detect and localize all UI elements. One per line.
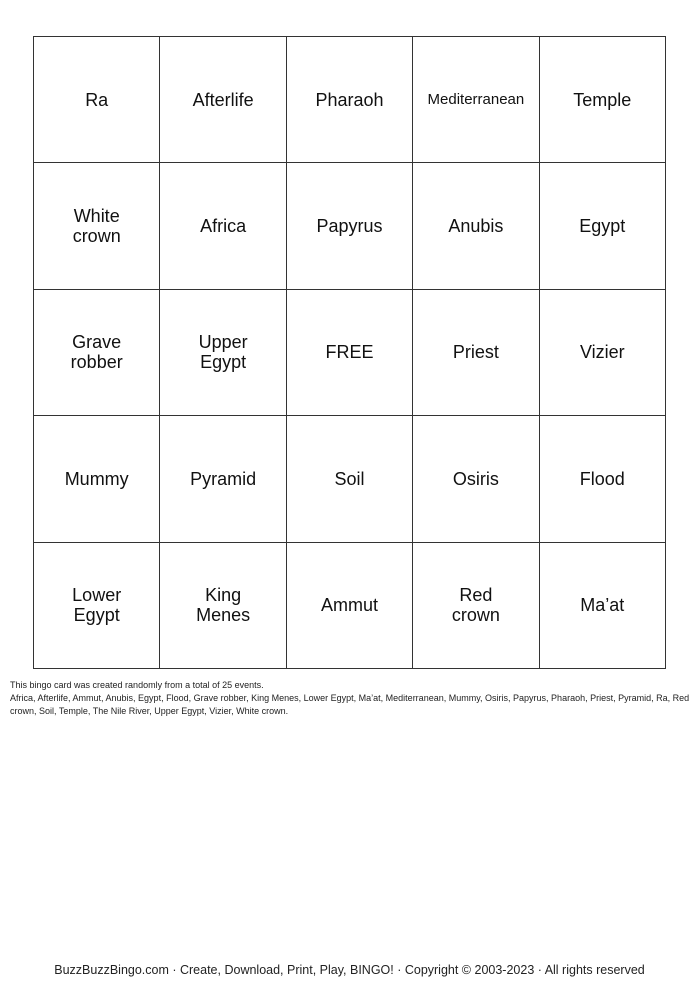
- bingo-cell: Ammut: [287, 543, 413, 669]
- bingo-cell: Soil: [287, 416, 413, 542]
- free-space-cell: FREE: [287, 290, 413, 416]
- footer-copyright: BuzzBuzzBingo.com · Create, Download, Print, Play, BINGO! · Copyright © 2003-2023 · All rights reserved: [54, 963, 645, 977]
- event-list: Africa, Afterlife, Ammut, Anubis, Egypt, Flood, Grave robber, King Menes, Lower Egypt, Ma’at, Mediterranean, Mummy, Osiris, Papyrus, Pharaoh, Priest, Pyramid, Ra, Red crown, Soil, Temple, The Nile River, Upper Egypt, Vizier, White crown.: [10, 693, 690, 716]
- bingo-cell: Anubis: [413, 163, 539, 289]
- bingo-cell: Pyramid: [160, 416, 286, 542]
- bingo-cell: Grave robber: [34, 290, 160, 416]
- bingo-cell: Priest: [413, 290, 539, 416]
- bingo-cell: Mediterranean: [413, 37, 539, 163]
- bingo-cell: Pharaoh: [287, 37, 413, 163]
- bingo-cell: Upper Egypt: [160, 290, 286, 416]
- bingo-cell: Egypt: [540, 163, 666, 289]
- generation-note: This bingo card was created randomly from a total of 25 events.: [10, 680, 264, 690]
- bingo-cell: Lower Egypt: [34, 543, 160, 669]
- bingo-cell: Temple: [540, 37, 666, 163]
- bingo-cell: Ma’at: [540, 543, 666, 669]
- bingo-cell: White crown: [34, 163, 160, 289]
- bingo-cell: King Menes: [160, 543, 286, 669]
- bingo-cell: Afterlife: [160, 37, 286, 163]
- bingo-cell: Osiris: [413, 416, 539, 542]
- bingo-cell: Vizier: [540, 290, 666, 416]
- card-info: [10, 679, 690, 718]
- bingo-cell: Africa: [160, 163, 286, 289]
- bingo-cell: Ra: [34, 37, 160, 163]
- bingo-cell: Flood: [540, 416, 666, 542]
- bingo-cell: Red crown: [413, 543, 539, 669]
- bingo-cell: Mummy: [34, 416, 160, 542]
- bingo-cell: Papyrus: [287, 163, 413, 289]
- bingo-card: [33, 36, 666, 669]
